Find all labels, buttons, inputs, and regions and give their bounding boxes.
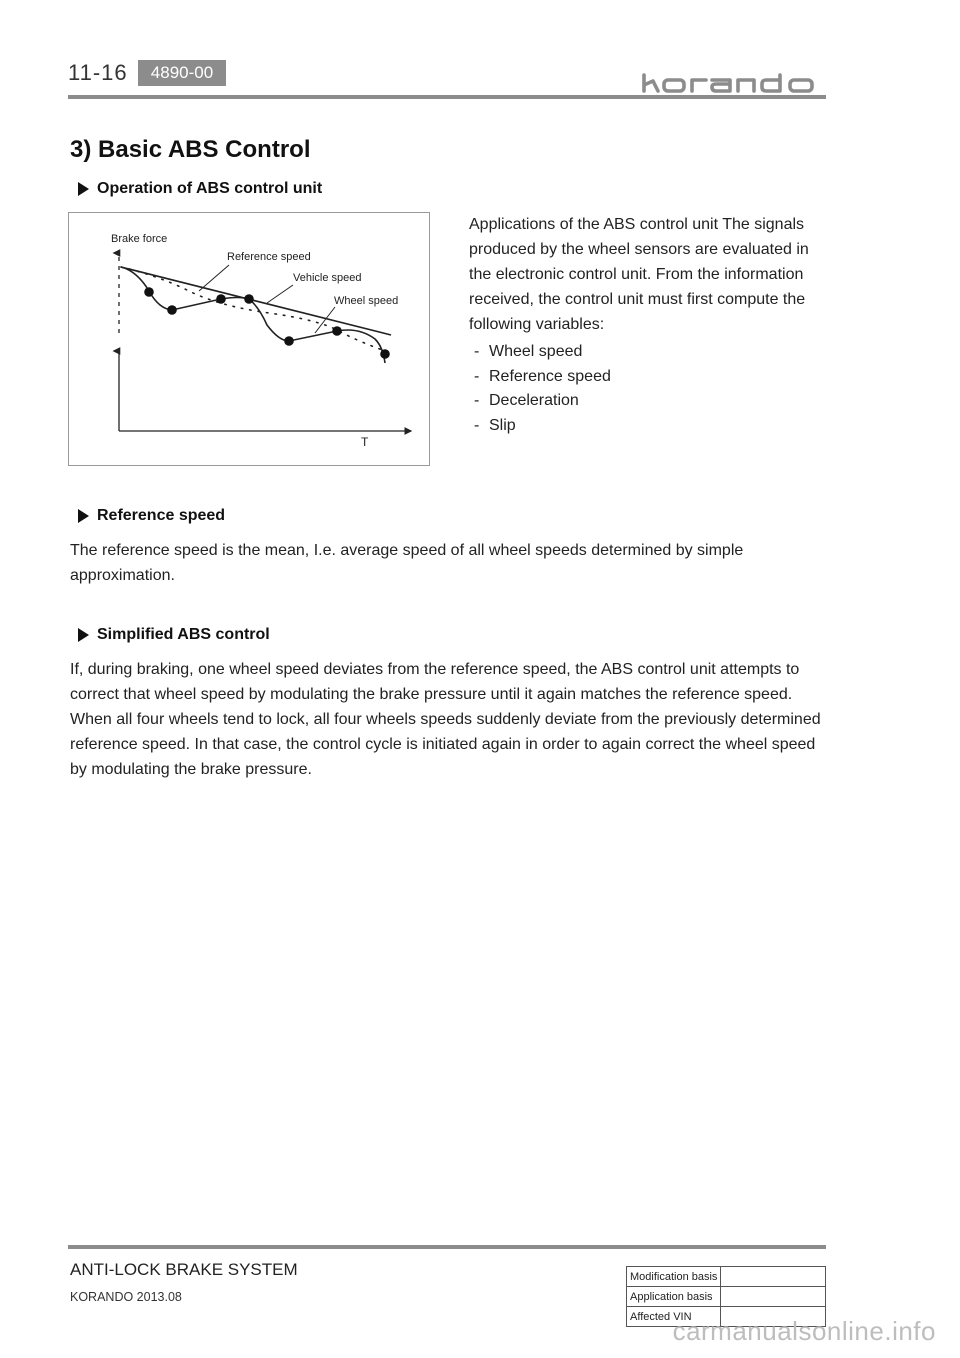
brand-logo-mark	[640, 72, 828, 94]
list-item	[474, 389, 611, 414]
list-bullet: -	[474, 416, 480, 434]
reference-speed-heading	[78, 507, 225, 525]
simplified-control-paragraph: If, during braking, one wheel speed deviates from the reference speed, the ABS control unit attempts to correct that wheel speed by modulating the brake pressure until it again matches the reference speed. When all four wheels tend to lock, all four wheels speeds suddenly deviate from the previously determined reference speed. In that case, the control cycle is initiated again in order to again correct the wheel speed by modulating the brake pressure.	[70, 661, 821, 778]
reference-speed-label: Reference speed	[227, 251, 311, 263]
footer-rule	[68, 1245, 826, 1249]
wheel-speed-label: Wheel speed	[334, 295, 399, 307]
intro-paragraph: Applications of the ABS control unit The signals produced by the wheel sensors are evaluated in the electronic control unit. From the information received, the control unit must first compute the following variables:	[469, 216, 809, 333]
header-rule	[68, 95, 826, 99]
triangle-bullet-icon	[78, 182, 89, 196]
triangle-bullet-icon	[78, 628, 89, 642]
list-bullet: -	[474, 343, 480, 360]
vehicle-speed-label: Vehicle speed	[293, 272, 362, 284]
wheel-speed-point	[284, 336, 294, 346]
list-item	[474, 365, 611, 390]
korando-logo	[640, 72, 828, 94]
wheel-speed-point	[244, 294, 254, 304]
table-cell-label: Application basis	[627, 1287, 721, 1307]
reference-speed-paragraph: The reference speed is the mean, I.e. average speed of all wheel speeds determined by simple approximation.	[70, 542, 744, 584]
wheel-speed-point	[332, 326, 342, 336]
section-title: 3) Basic ABS Control	[70, 136, 311, 163]
x-axis-label: T	[361, 435, 369, 449]
watermark-text: carmanualsonline.info	[672, 1316, 936, 1346]
reference-speed-heading-text: Reference speed	[97, 507, 226, 524]
y-axis-label: Brake force	[111, 233, 168, 245]
page-number: 11-16	[68, 60, 128, 85]
table-cell-label: Affected VIN	[627, 1307, 721, 1327]
reference-speed-leader	[199, 265, 229, 291]
section-code-badge: 4890-00	[138, 60, 226, 86]
wheel-speed-point	[167, 305, 177, 315]
variables-list	[474, 340, 611, 438]
triangle-bullet-icon	[78, 509, 89, 523]
list-item-text: Deceleration	[489, 392, 579, 409]
list-item	[474, 340, 611, 365]
table-row	[627, 1267, 826, 1287]
simplified-control-heading-text: Simplified ABS control	[97, 626, 270, 643]
table-cell-value	[721, 1287, 826, 1307]
operation-heading-text: Operation of ABS control unit	[97, 180, 323, 197]
wheel-speed-point	[144, 287, 154, 297]
wheel-speed-point	[216, 294, 226, 304]
list-item-text: Wheel speed	[489, 343, 583, 360]
wheel-speed-point	[380, 349, 390, 359]
table-cell-label: Modification basis	[627, 1267, 721, 1287]
footer-model: KORANDO 2013.08	[70, 1290, 182, 1304]
list-bullet: -	[474, 367, 480, 385]
table-row	[627, 1287, 826, 1307]
operation-heading	[78, 180, 322, 198]
footer-system-title: ANTI-LOCK BRAKE SYSTEM	[70, 1260, 298, 1279]
table-cell-value	[721, 1267, 826, 1287]
list-item	[474, 414, 611, 439]
vehicle-speed-leader	[267, 285, 293, 303]
simplified-control-heading	[78, 626, 270, 644]
abs-speed-diagram	[68, 212, 430, 466]
list-item-text: Reference speed	[489, 367, 611, 385]
list-bullet: -	[474, 392, 480, 409]
list-item-text: Slip	[489, 416, 516, 434]
